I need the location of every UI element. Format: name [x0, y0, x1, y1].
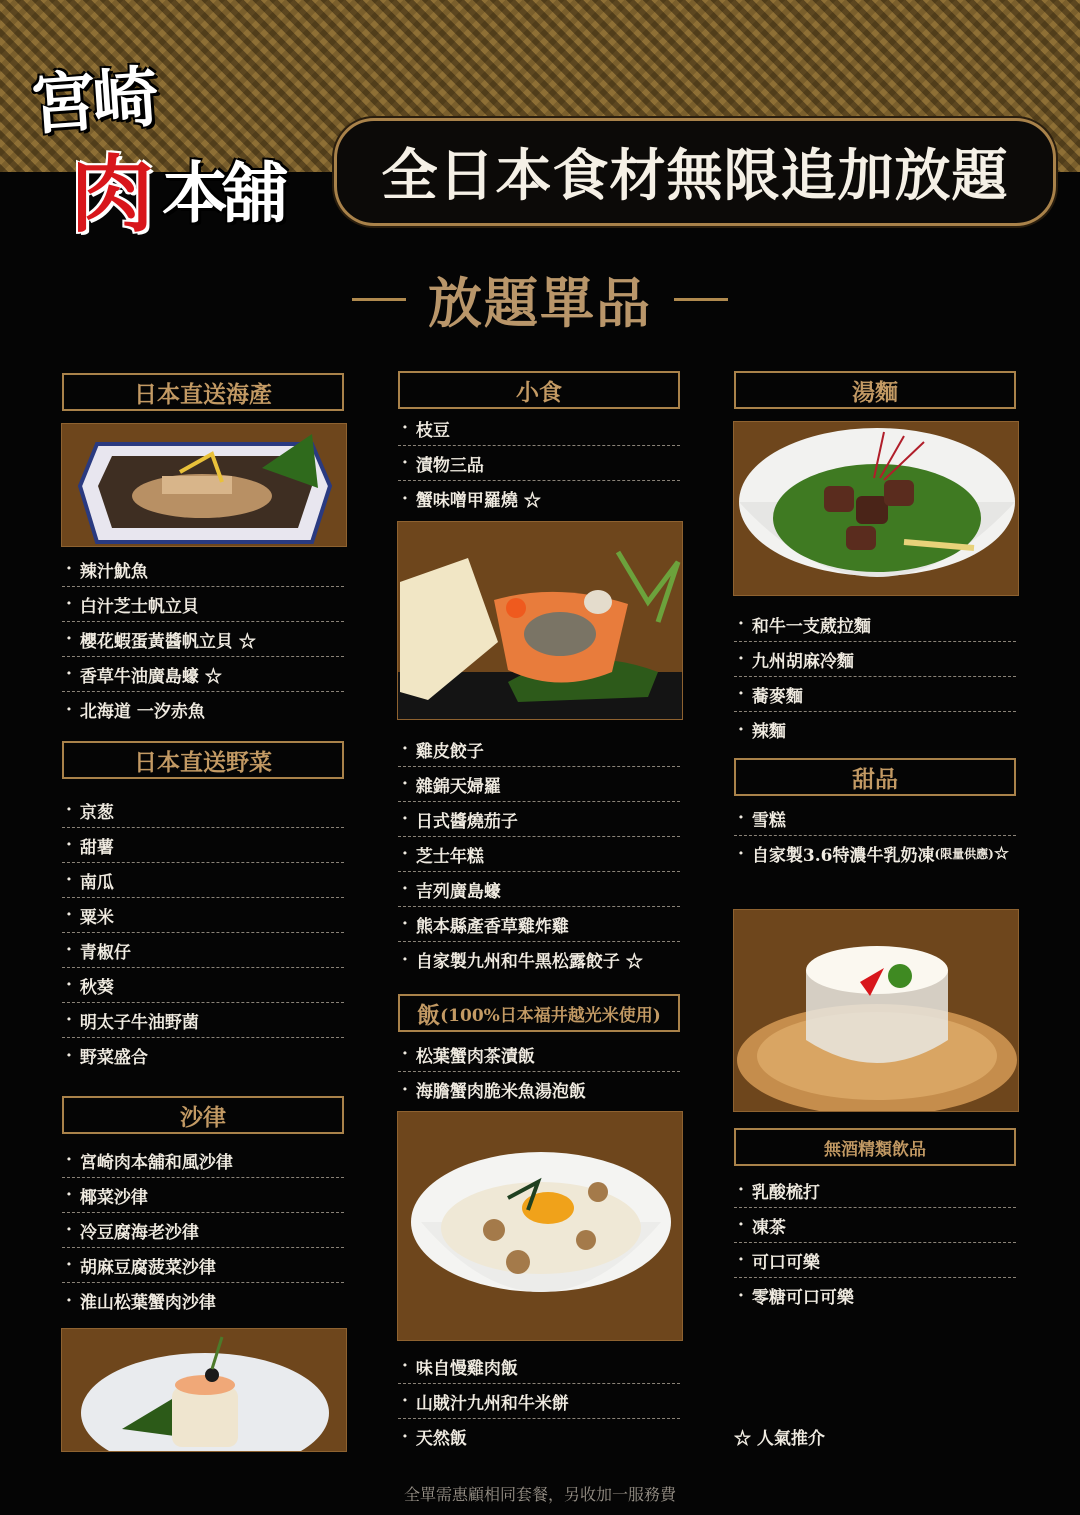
list-item: · 枝豆	[398, 411, 680, 446]
list-item: · 宮崎肉本舖和風沙律	[62, 1143, 344, 1178]
list-item: · 京葱	[62, 793, 344, 828]
list-item: · 九州胡麻冷麵	[734, 642, 1016, 677]
list-item: · 香草牛油廣島蠔 ☆	[62, 657, 344, 692]
list-item: · 日式醬燒茄子	[398, 802, 680, 837]
list-item: · 胡麻豆腐菠菜沙律	[62, 1248, 344, 1283]
list-item: · 味自慢雞肉飯	[398, 1349, 680, 1384]
rice-title-sub: (100%日本福井越光米使用)	[440, 1005, 661, 1026]
list-item: · 芝士年糕	[398, 837, 680, 872]
category-noodles: 湯麵	[734, 371, 1016, 409]
list-item: · 秋葵	[62, 968, 344, 1003]
photo-rice-bowl	[397, 1111, 683, 1341]
category-rice	[398, 994, 680, 1032]
logo-text-3: 本舖	[162, 154, 282, 232]
list-item: · 雜錦天婦羅	[398, 767, 680, 802]
list-item: · 熊本縣產香草雞炸雞	[398, 907, 680, 942]
limited-note: (限量供應)	[934, 847, 994, 861]
list-item: · 松葉蟹肉茶漬飯	[398, 1037, 680, 1072]
category-snacks: 小食	[398, 371, 680, 409]
list-item: · 白汁芝士帆立貝	[62, 587, 344, 622]
list-item: · 雪糕	[734, 801, 1016, 836]
list-item: · 明太子牛油野菌	[62, 1003, 344, 1038]
list-item: · 蕎麥麵	[734, 677, 1016, 712]
list-item: · 野菜盛合	[66, 1045, 148, 1068]
list-item: · 粟米	[62, 898, 344, 933]
list-item: · 櫻花蝦蛋黃醬帆立貝 ☆	[62, 622, 344, 657]
category-vegetables: 日本直送野菜	[62, 741, 344, 779]
photo-salad	[61, 1328, 347, 1452]
brand-logo	[26, 48, 316, 244]
list-item: · 可口可樂	[734, 1243, 1016, 1278]
logo-text-1: 宮崎	[27, 57, 157, 145]
rice-title: 飯	[417, 1001, 441, 1029]
list-item: · 山賊汁九州和牛米餅	[398, 1384, 680, 1419]
list-item: · 冷豆腐海老沙律	[62, 1213, 344, 1248]
list-item: · 自家製3.6特濃牛乳奶凍 (限量供應) ☆	[738, 843, 1010, 866]
category-salad: 沙律	[62, 1096, 344, 1134]
list-item: · 淮山松葉蟹肉沙律	[66, 1290, 216, 1313]
photo-ramen	[733, 421, 1019, 596]
list-item: · 蟹味噌甲羅燒 ☆	[402, 488, 541, 511]
footer-note: 全單需惠顧相同套餐，另收加一服務費	[403, 1485, 676, 1504]
list-item: · 雞皮餃子	[398, 732, 680, 767]
photo-pudding	[733, 909, 1019, 1112]
list-item: · 吉列廣島蠔	[398, 872, 680, 907]
drinks-title: 無酒精類飲品	[824, 1139, 926, 1160]
list-item: · 椰菜沙律	[62, 1178, 344, 1213]
list-item: · 辣汁魷魚	[62, 552, 344, 587]
title-dash-right	[674, 298, 728, 301]
photo-crab-shell	[397, 521, 683, 720]
section-title	[340, 262, 740, 336]
list-item: · 南瓜	[62, 863, 344, 898]
list-item: · 漬物三品	[398, 446, 680, 481]
list-item: · 海膽蟹肉脆米魚湯泡飯	[402, 1079, 586, 1102]
list-item: · 凍茶	[734, 1208, 1016, 1243]
popular-note: ☆ 人氣推介	[734, 1429, 825, 1449]
list-item: · 北海道 一汐赤魚	[66, 699, 205, 722]
list-item: · 天然飯	[402, 1426, 467, 1449]
section-title-text: 放題單品	[428, 271, 652, 335]
list-item: · 自家製九州和牛黑松露餃子 ☆	[402, 949, 643, 972]
logo-text-2: 肉	[70, 145, 155, 244]
category-seafood: 日本直送海產	[62, 373, 344, 411]
title-banner: 全日本食材無限追加放題	[334, 118, 1056, 226]
title-dash-left	[352, 298, 406, 301]
category-drinks	[734, 1128, 1016, 1166]
list-item: · 和牛一支葳拉麵	[734, 607, 1016, 642]
list-item: · 辣麵	[738, 719, 786, 742]
popular-star-icon: ☆	[993, 843, 1010, 864]
list-item: · 乳酸梳打	[734, 1173, 1016, 1208]
list-item: · 青椒仔	[62, 933, 344, 968]
photo-seafood	[61, 423, 347, 547]
category-dessert: 甜品	[734, 758, 1016, 796]
list-item: · 甜薯	[62, 828, 344, 863]
list-item: · 零糖可口可樂	[738, 1285, 854, 1308]
